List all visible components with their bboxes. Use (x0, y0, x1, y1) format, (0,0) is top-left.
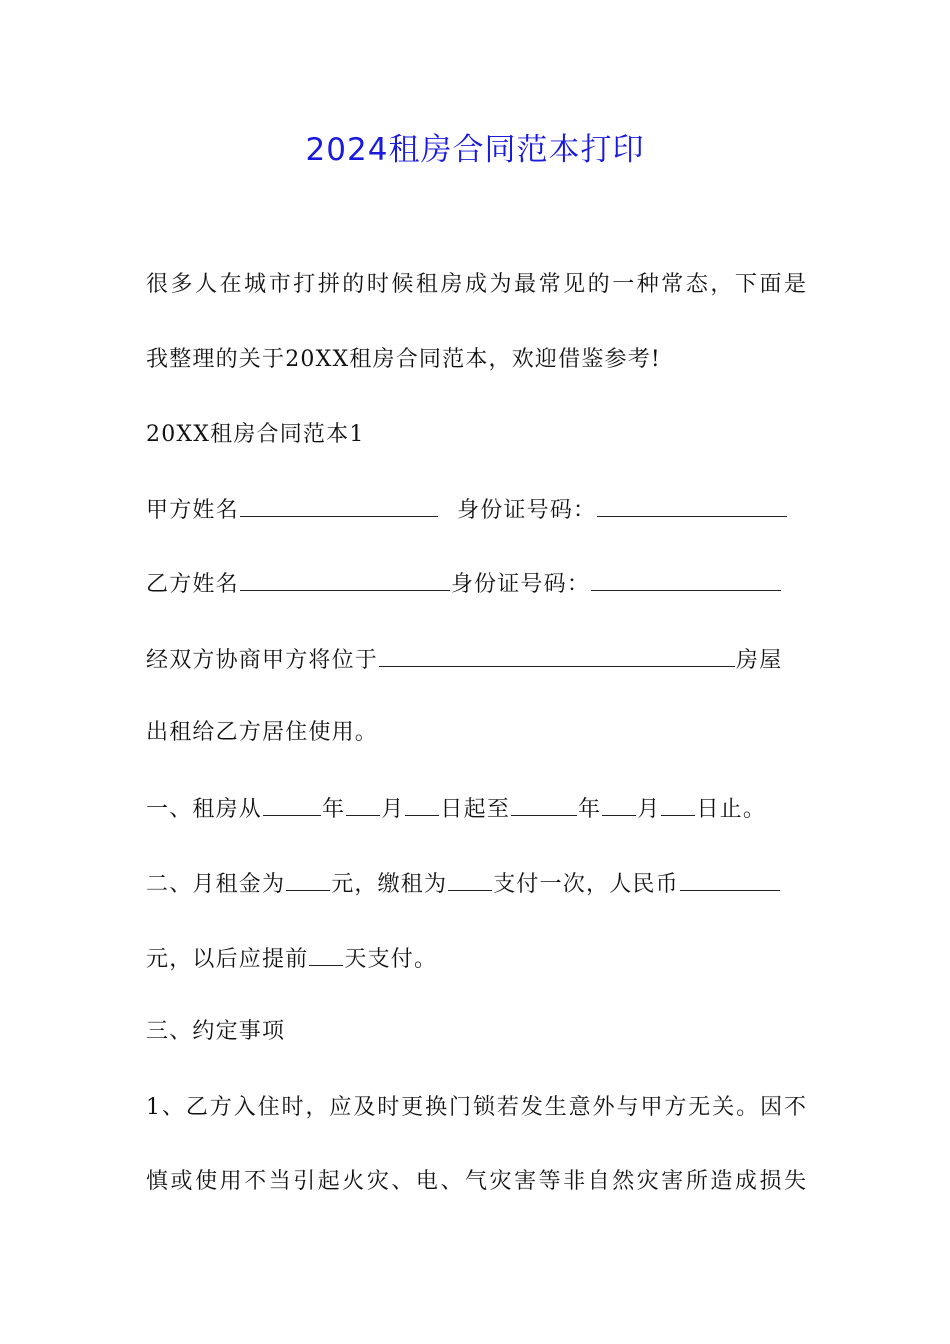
term-year-1: 年 (322, 797, 346, 822)
rent-prefix: 二、月租金为 (146, 872, 286, 897)
party-a-row (146, 494, 788, 526)
section-3-heading: 三、约定事项 (146, 1019, 286, 1044)
monthly-rent-blank[interactable] (286, 868, 330, 891)
rent-unit-2: 支付一次，人民币 (493, 872, 679, 897)
party-a-name-label: 甲方姓名 (146, 498, 239, 523)
party-b-id-label: 身份证号码： (450, 572, 591, 597)
end-day-blank[interactable] (661, 793, 695, 816)
party-b-id-blank[interactable] (591, 568, 781, 591)
agreement-line-1 (146, 644, 782, 676)
agreement-line-1-end: 房屋 (736, 648, 783, 673)
term-day-1: 日起至 (440, 797, 511, 822)
party-a-name-blank[interactable] (240, 494, 438, 517)
term-year-2: 年 (578, 797, 602, 822)
rent-line-2-start: 元，以后应提前 (146, 947, 309, 972)
rmb-amount-blank[interactable] (680, 868, 780, 891)
term-prefix: 一、租房从 (146, 797, 263, 822)
rent-unit-1: 元，缴租为 (331, 872, 448, 897)
term-month-2: 月 (637, 797, 661, 822)
rent-row-2 (146, 943, 437, 975)
item-1-line-2: 慎或使用不当引起火灾、电、气灾害等非自然灾害所造成损失 (146, 1169, 806, 1194)
end-month-blank[interactable] (602, 793, 636, 816)
property-address-blank[interactable] (379, 644, 735, 667)
section-heading: 20XX租房合同范本1 (146, 422, 365, 447)
end-year-blank[interactable] (511, 793, 577, 816)
agreement-line-1-start: 经双方协商甲方将位于 (146, 648, 379, 673)
party-b-name-label: 乙方姓名 (146, 572, 239, 597)
start-month-blank[interactable] (346, 793, 380, 816)
party-a-id-label: 身份证号码： (457, 498, 597, 523)
intro-line-1: 很多人在城市打拼的时候租房成为最常见的一种常态，下面是 (146, 272, 806, 297)
agreement-line-2: 出租给乙方居住使用。 (146, 720, 379, 745)
rent-line-2-end: 天支付。 (344, 947, 438, 972)
start-year-blank[interactable] (263, 793, 321, 816)
rent-row-1 (146, 868, 781, 900)
term-row (146, 793, 766, 825)
start-day-blank[interactable] (405, 793, 439, 816)
advance-days-blank[interactable] (309, 943, 343, 966)
term-month-1: 月 (381, 797, 405, 822)
term-day-2: 日止。 (696, 797, 767, 822)
intro-line-2: 我整理的关于20XX租房合同范本，欢迎借鉴参考! (146, 347, 661, 372)
party-b-row (146, 568, 782, 600)
item-1-line-1: 1、乙方入住时，应及时更换门锁若发生意外与甲方无关。因不 (146, 1095, 806, 1120)
party-a-id-blank[interactable] (597, 494, 787, 517)
payment-period-blank[interactable] (448, 868, 492, 891)
document-title: 2024租房合同范本打印 (305, 132, 645, 168)
party-b-name-blank[interactable] (240, 568, 450, 591)
